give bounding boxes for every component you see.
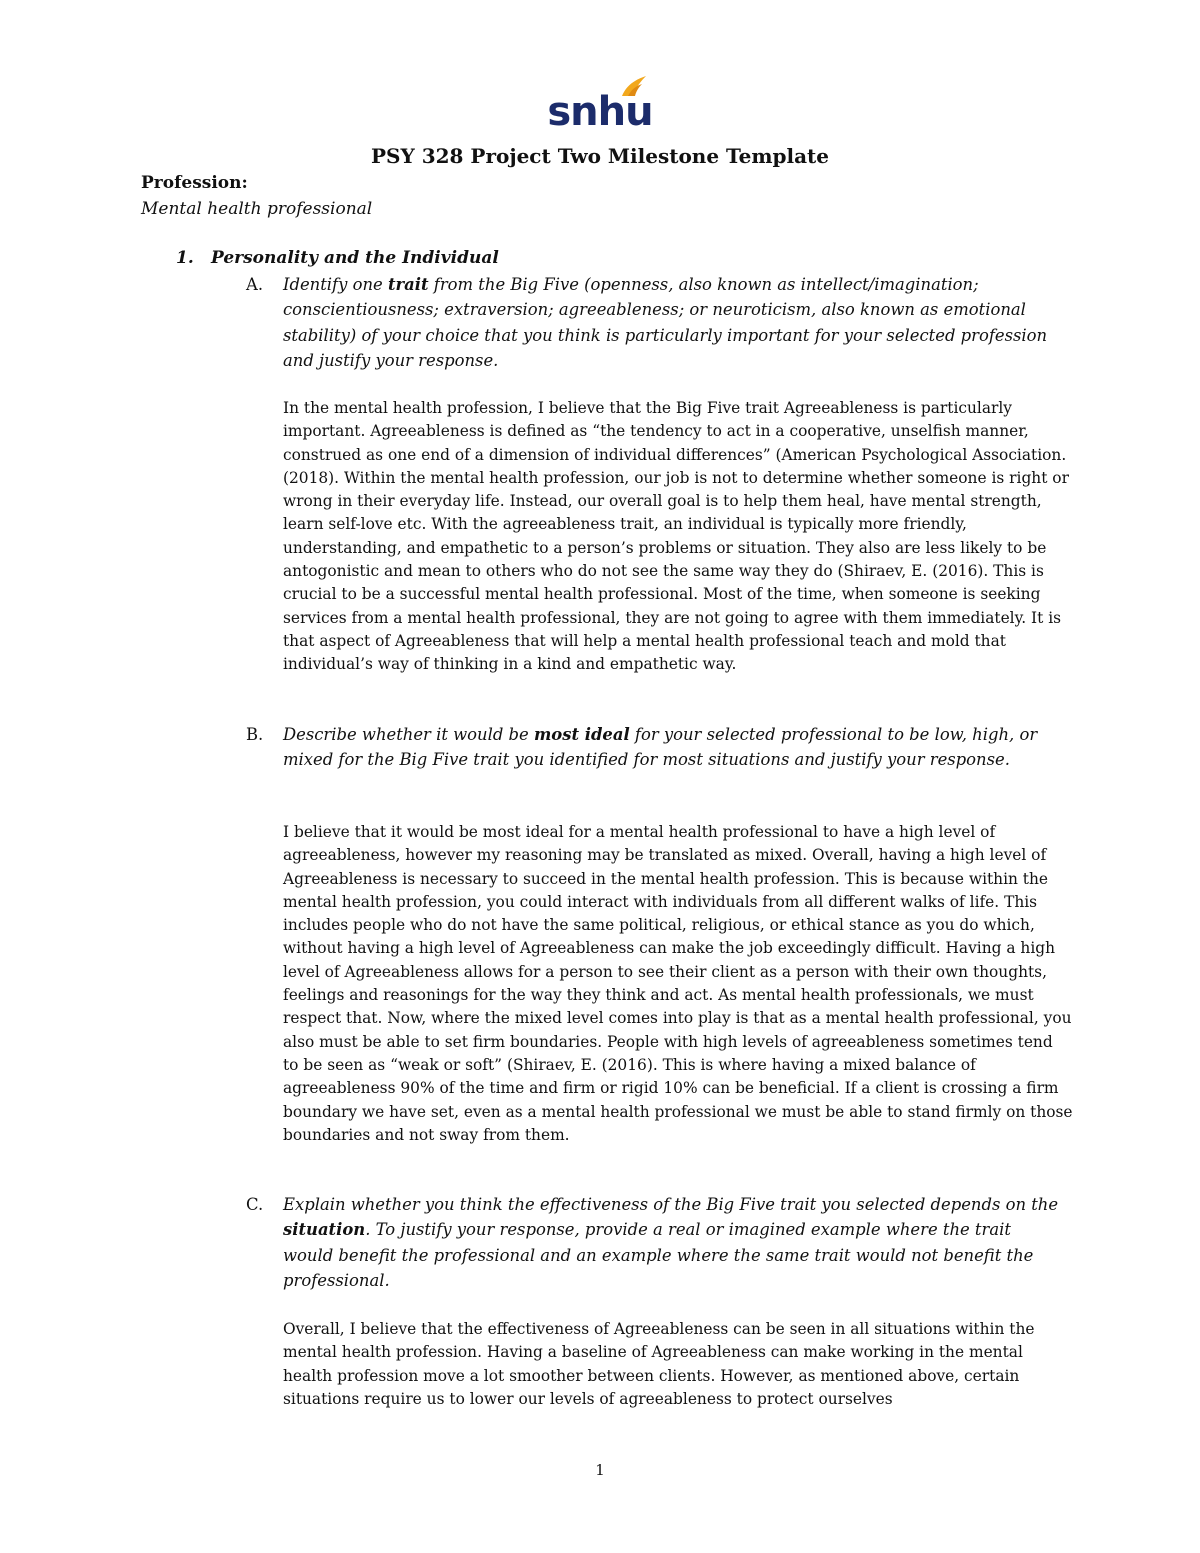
page-number: 1 <box>595 1461 605 1479</box>
question-keyword: most ideal <box>533 725 630 744</box>
section-heading <box>176 246 499 270</box>
answer-c: Overall, I believe that the effectiveness of Agreeableness can be seen in all situations within the mental health profession. Having a baseline of Agreeableness can make working in the mental health profession move a lot smoother between clients. However, as mentioned above, certain situations require us to lower our levels of agreeableness to protect ourselves <box>283 1320 1035 1408</box>
section-number: 1. <box>176 248 194 268</box>
question-letter: C. <box>246 1195 264 1214</box>
profession-label: Profession: <box>141 173 248 193</box>
question-a <box>246 272 1066 374</box>
question-c <box>246 1192 1066 1294</box>
profession-value: Mental health professional <box>141 199 373 219</box>
answer-b: I believe that it would be most ideal for a mental health professional to have a high level of agreeableness, however my reasoning may be translated as mixed. Overall, having a high level of Agreeableness is necessary to succeed in the mental health profession. This is because within the mental health profession, you could interact with individuals from all different walks of life. This includes people who do not have the same political, religious, or ethical stance as you do which, without having a high level of Agreeableness can make the job exceedingly difficult. Having a high level of Agreeableness allows for a person to see their client as a person with their own thoughts, feelings and reasonings for the way they think and act. As mental health professionals, we must respect that. Now, where the mixed level comes into play is that as a mental health professional, you also must be able to set firm boundaries. People with high levels of agreeableness sometimes tend to be seen as “weak or soft” (Shiraev, E. (2016). This is where having a mixed balance of agreeableness 90% of the time and firm or rigid 10% can be beneficial. If a client is crossing a firm boundary we have set, even as a mental health professional we must be able to stand firmly on those boundaries and not sway from them. <box>283 823 1073 1144</box>
question-keyword: trait <box>387 275 429 294</box>
question-letter: A. <box>246 275 264 294</box>
document-title: PSY 328 Project Two Milestone Template <box>371 144 829 168</box>
question-text: Describe whether it would be most ideal for your selected professional to be low, high, or mixed for the Big Five trait you identified for most situations and justify your response. <box>283 725 1038 770</box>
answer-a: In the mental health profession, I believe that the Big Five trait Agreeableness is particularly important. Agreeableness is defined as “the tendency to act in a cooperative, unselfish manner, construed as one end of a dimension of individual differences” (American Psychological Association. (2018). Within the mental health profession, our job is not to determine whether someone is right or wrong in their everyday life. Instead, our overall goal is to help them heal, have mental strength, learn self-love etc. With the agreeableness trait, an individual is typically more friendly, understanding, and empathetic to a person’s problems or situation. They also are less likely to be antogonistic and mean to others who do not see the same way they do (Shiraev, E. (2016). This is crucial to be a successful mental health professional. Most of the time, when someone is seeking services from a mental health professional, they are not going to agree with them immediately. It is that aspect of Agreeableness that will help a mental health professional teach and mold that individual’s way of thinking in a kind and empathetic way. <box>283 399 1069 674</box>
question-letter: B. <box>246 725 264 744</box>
question-text: Identify one trait from the Big Five (openness, also known as intellect/imagination; conscientiousness; extraversion; agreeableness; or neuroticism, also known as emotional stability) of your choice that you think is particularly important for your selected profession and justify your response. <box>283 275 1048 371</box>
logo-wordmark: snhu <box>547 89 653 135</box>
question-text: Explain whether you think the effectiveness of the Big Five trait you selected depends on the situation. To justify your response, provide a real or imagined example where the trait would benefit the professional and an example where the same trait would not benefit the professional. <box>283 1195 1059 1291</box>
snhu-logo <box>540 70 660 136</box>
question-b <box>246 722 1066 773</box>
section-title: Personality and the Individual <box>211 248 499 268</box>
question-keyword: situation <box>283 1220 366 1240</box>
